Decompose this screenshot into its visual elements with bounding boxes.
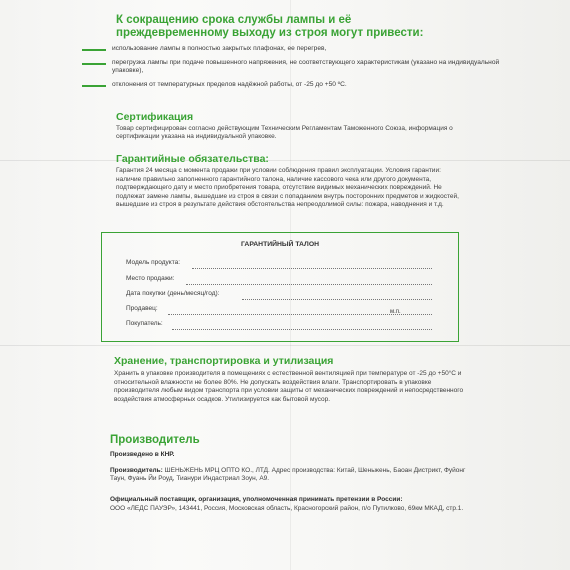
date-field[interactable] <box>242 299 432 300</box>
seller-label: Продавец: <box>126 305 158 312</box>
storage-text: Хранить в упаковке производителя в помещениях с естественной вентиляцией при температуре от -25 до +50°С и относительной влажности не более 80%. Не допускать воздействия влаги. Транспортировать в упаковке производителя любым видом транспорта при условии защиты от механических повреждений и непосредственного воздействия атмосферных осадков. Утилизируется как бытовой мусор. <box>114 370 464 403</box>
buyer-label: Покупатель: <box>126 320 163 327</box>
buyer-field[interactable] <box>172 329 432 330</box>
warranty-text: Гарантия 24 месяца с момента продажи при условии соблюдения правил эксплуатации. Условия гарантии: наличие правильно заполненного гарантийного талона, наличие кассового чека или другого документа, подтверждающего дату и место приобретения товара, отсутствие видимых механических повреждений. Не подлежат замене лампы, вышедшие из строя в связи с попаданием внутрь посторонних предметов и жидкостей, вышедшие из строя в результате действия обстоятельства непреодолимой силы: пожара, наводнения и т.д. <box>116 167 459 209</box>
maker-info <box>110 467 475 483</box>
supplier-text: ООО «ЛЕДС ПАУЭР», 143441, Россия, Московская область, Красногорский район, п/о Путилково, 69км МКАД, стр.1. <box>110 505 464 512</box>
model-label: Модель продукта: <box>126 259 181 266</box>
list-item: использование лампы в полностью закрытых плафонах, ее перегрев, <box>112 45 512 53</box>
causes-list <box>112 45 512 95</box>
producer-title: Производитель <box>110 434 200 446</box>
causes-heading: К сокращению срока службы лампы и её преждевременному выходу из строя могут привести: <box>116 14 424 39</box>
fold-line <box>0 345 570 346</box>
model-field[interactable] <box>192 268 432 269</box>
list-item: отклонения от температурных пределов надёжной работы, от -25 до +50 ºС. <box>112 81 512 89</box>
stamp-label: м.п. <box>390 309 401 315</box>
warranty-title: Гарантийные обязательства: <box>116 153 269 165</box>
maker-label: Производитель: <box>110 467 163 474</box>
storage-title: Хранение, транспортировка и утилизация <box>114 355 334 367</box>
supplier-label: Официальный поставщик, организация, уполномоченная принимать претензии в России: <box>110 496 403 503</box>
place-label: Место продажи: <box>126 275 175 282</box>
maker-text: ШЕНЬЖЕНЬ МРЦ ОПТО КО., ЛТД. Адрес производства: Китай, Шеньжень, Баоан Дистрикт, Фуйонг Таун, Фуань Йи Роуд, Тианури Индастриал Зоун, А9. <box>110 467 466 483</box>
list-item: перегрузка лампы при подаче повышенного напряжения, не соответствующего характеристикам (указано на индивидуальной упаковке), <box>112 59 512 75</box>
made-in: Произведено в КНР. <box>110 451 175 458</box>
certification-text: Товар сертифицирован согласно действующим Техническим Регламентам Таможенного Союза, информация о сертификации указана на индивидуальной упаковке. <box>116 125 453 141</box>
certification-title: Сертификация <box>116 111 194 123</box>
place-field[interactable] <box>186 284 432 285</box>
date-label: Дата покупки (день/месяц/год): <box>126 290 220 297</box>
fold-line <box>0 160 570 161</box>
warranty-card-title: ГАРАНТИЙНЫЙ ТАЛОН <box>240 241 320 248</box>
warranty-card <box>101 232 459 342</box>
